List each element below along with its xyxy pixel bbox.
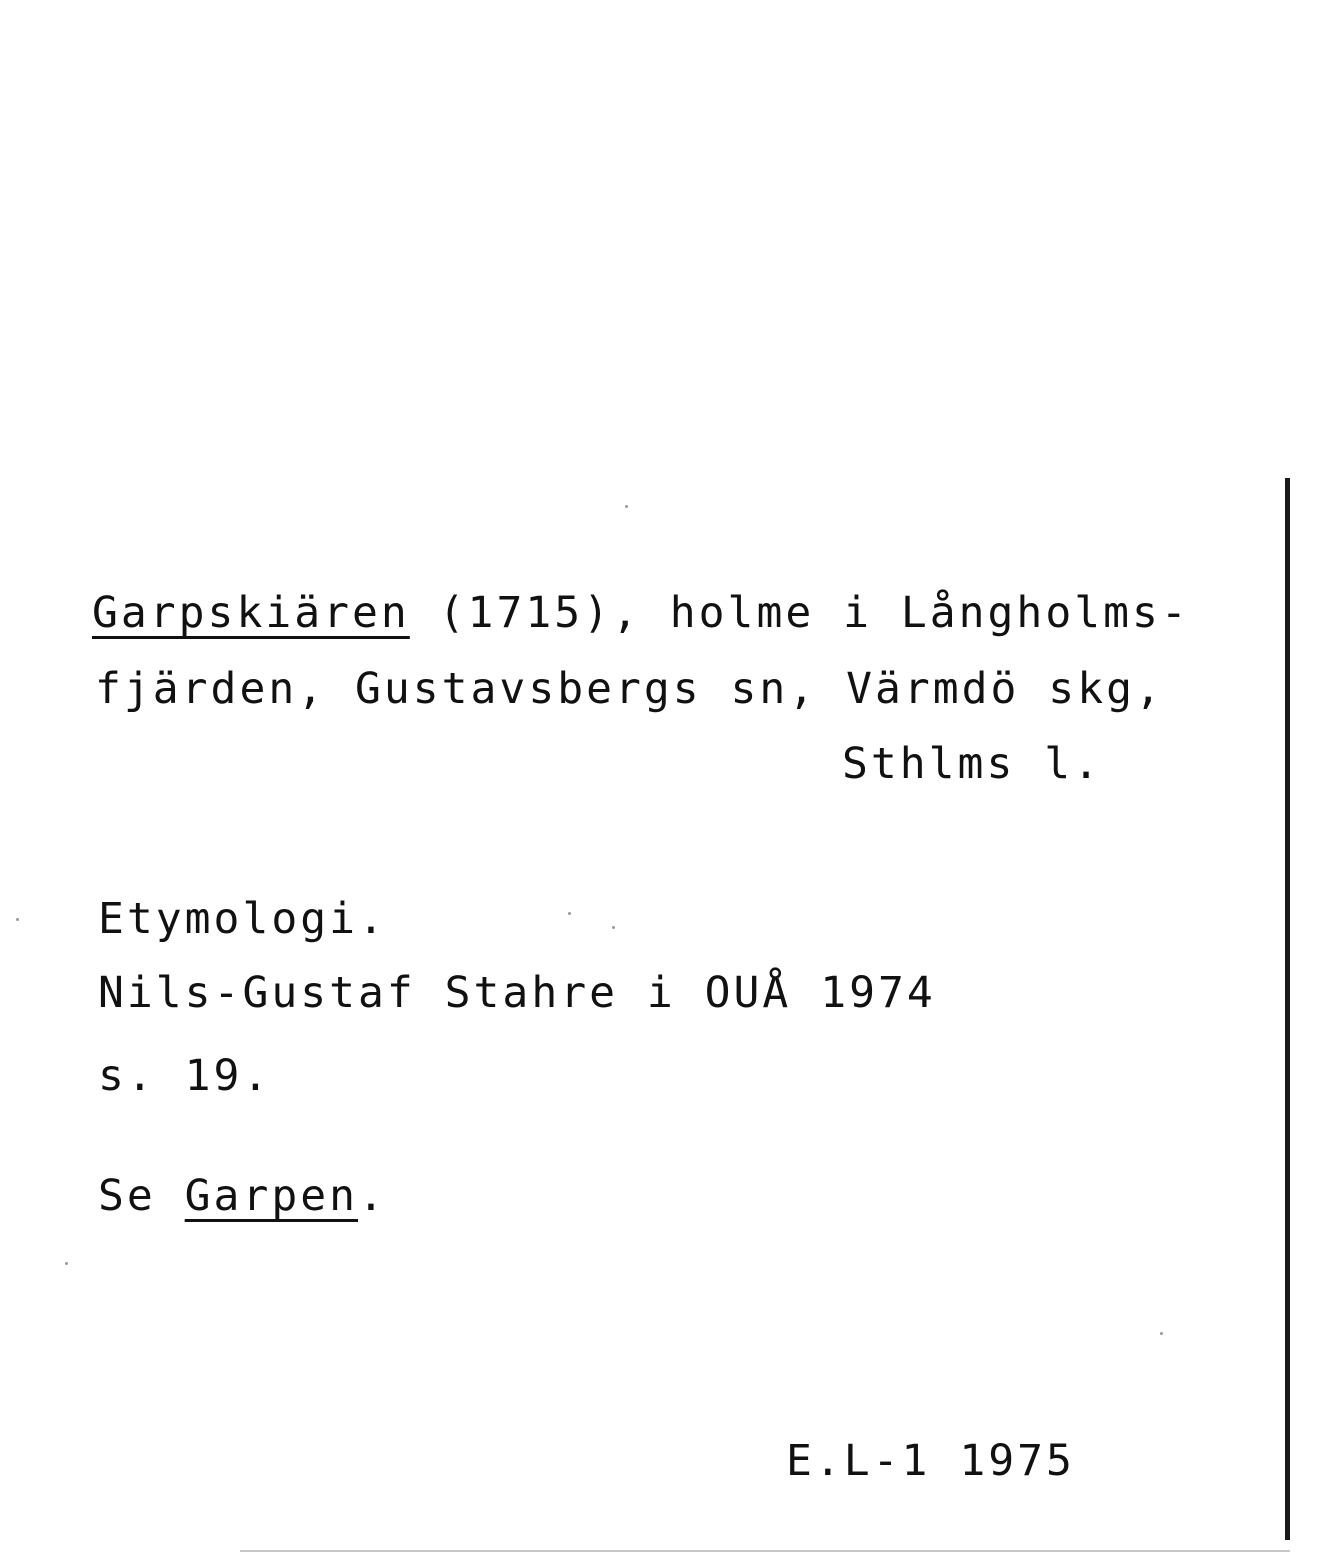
entry-line-2: fjärden, Gustavsbergs sn, Värmdö skg, (95, 664, 1164, 714)
entry-line-1-text: (1715), holme i Långholms- (409, 588, 1190, 638)
card-bottom-edge (240, 1550, 1290, 1552)
card-right-edge (1285, 478, 1290, 1540)
see-reference (98, 1171, 387, 1221)
etymology-heading: Etymologi. (98, 894, 387, 944)
see-prefix: Se (98, 1171, 185, 1221)
scan-speck (1160, 1332, 1163, 1335)
entry-line-1 (92, 588, 1190, 638)
page-reference: s. 19. (98, 1051, 272, 1101)
headword: Garpskiären (92, 588, 410, 638)
scan-speck (625, 505, 628, 508)
signature: E.L-1 1975 (786, 1436, 1075, 1486)
source-line: Nils-Gustaf Stahre i OUÅ 1974 (98, 968, 936, 1018)
see-target-link[interactable]: Garpen (184, 1171, 359, 1221)
entry-line-3: Sthlms l. (842, 739, 1102, 789)
scan-speck (612, 926, 615, 929)
scan-speck (568, 912, 571, 915)
scan-speck (16, 918, 19, 921)
scan-speck (65, 1262, 68, 1265)
see-suffix: . (358, 1171, 387, 1221)
